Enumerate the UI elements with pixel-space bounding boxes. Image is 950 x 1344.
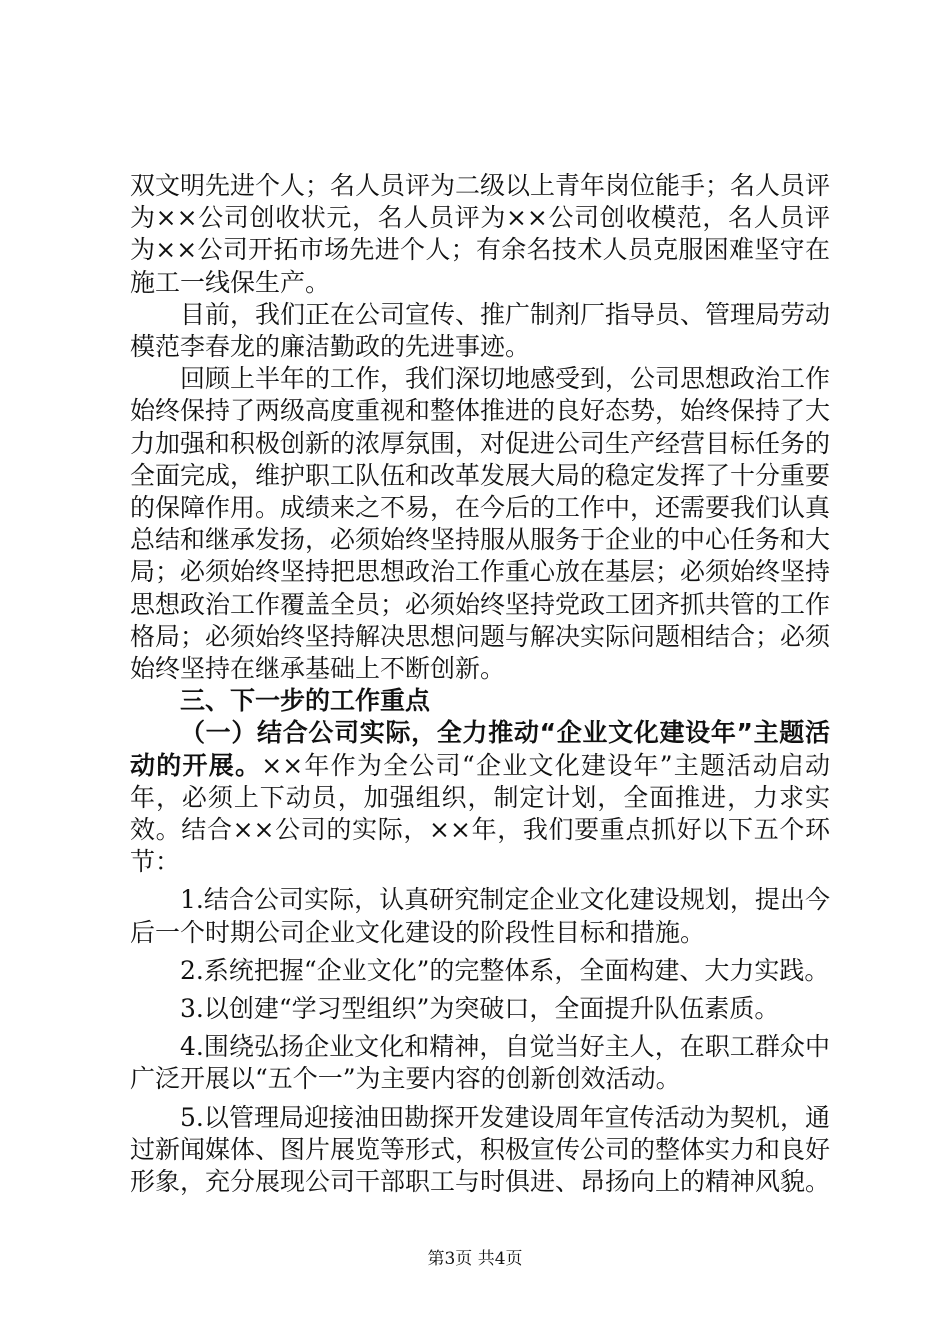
list-item: 4.围绕弘扬企业文化和精神，自觉当好主人，在职工群众中广泛开展以“五个一”为主要内容的创新创效活动。	[130, 1032, 830, 1094]
subsection-title: （一）结合公司实际，全力推动“企业文化建设年”主题活动的开展。	[130, 718, 830, 780]
paragraph-promotion: 目前，我们正在公司宣传、推广制剂厂指导员、管理局劳动模范李春龙的廉洁勤政的先进事迹。	[130, 299, 831, 362]
subsection-text: ××年作为全公司“企业文化建设年”主题活动启动年，必须上下动员，加强组织，制定计划，全面推进，力求实效。结合××公司的实际，××年，我们要重点抓好以下五个环节：	[130, 750, 830, 877]
page-footer: 第3页 共4页	[427, 1249, 523, 1269]
list-item: 2.系统把握“企业文化”的完整体系，全面构建、大力实践。	[180, 955, 830, 985]
list-item: 5.以管理局迎接油田勘探开发建设周年宣传活动为契机，通过新闻媒体、图片展览等形式，积极宣传公司的整体实力和良好形象，充分展现公司干部职工与时俱进、昂扬向上的精神风貌。	[130, 1102, 831, 1197]
subsection-paragraph	[130, 717, 830, 878]
document-body	[130, 170, 830, 1198]
paragraph-review: 回顾上半年的工作，我们深切地感受到，公司思想政治工作始终保持了两级高度重视和整体推进的良好态势，始终保持了大力加强和积极创新的浓厚氛围，对促进公司生产经营目标任务的全面完成，维护职工队伍和改革发展大局的稳定发挥了十分重要的保障作用。成绩来之不易，在今后的工作中，还需要我们认真总结和继承发扬，必须始终坚持服从服务于企业的中心任务和大局；必须始终坚持把思想政治工作重心放在基层；必须始终坚持思想政治工作覆盖全员；必须始终坚持党政工团齐抓共管的工作格局；必须始终坚持解决思想问题与解决实际问题相结合；必须始终坚持在继承基础上不断创新。	[130, 364, 831, 684]
list-item: 1.结合公司实际，认真研究制定企业文化建设规划，提出今后一个时期公司企业文化建设的阶段性目标和措施。	[130, 885, 830, 947]
list-item: 3.以创建“学习型组织”为突破口，全面提升队伍素质。	[180, 994, 780, 1024]
paragraph-award-list: 双文明先进个人；名人员评为二级以上青年岗位能手；名人员评为××公司创收状元，名人员评为××公司创收模范，名人员评为××公司开拓市场先进个人；有余名技术人员克服困难坚守在施工一线保生产。	[130, 171, 831, 297]
section-heading: 三、下一步的工作重点	[180, 686, 431, 716]
